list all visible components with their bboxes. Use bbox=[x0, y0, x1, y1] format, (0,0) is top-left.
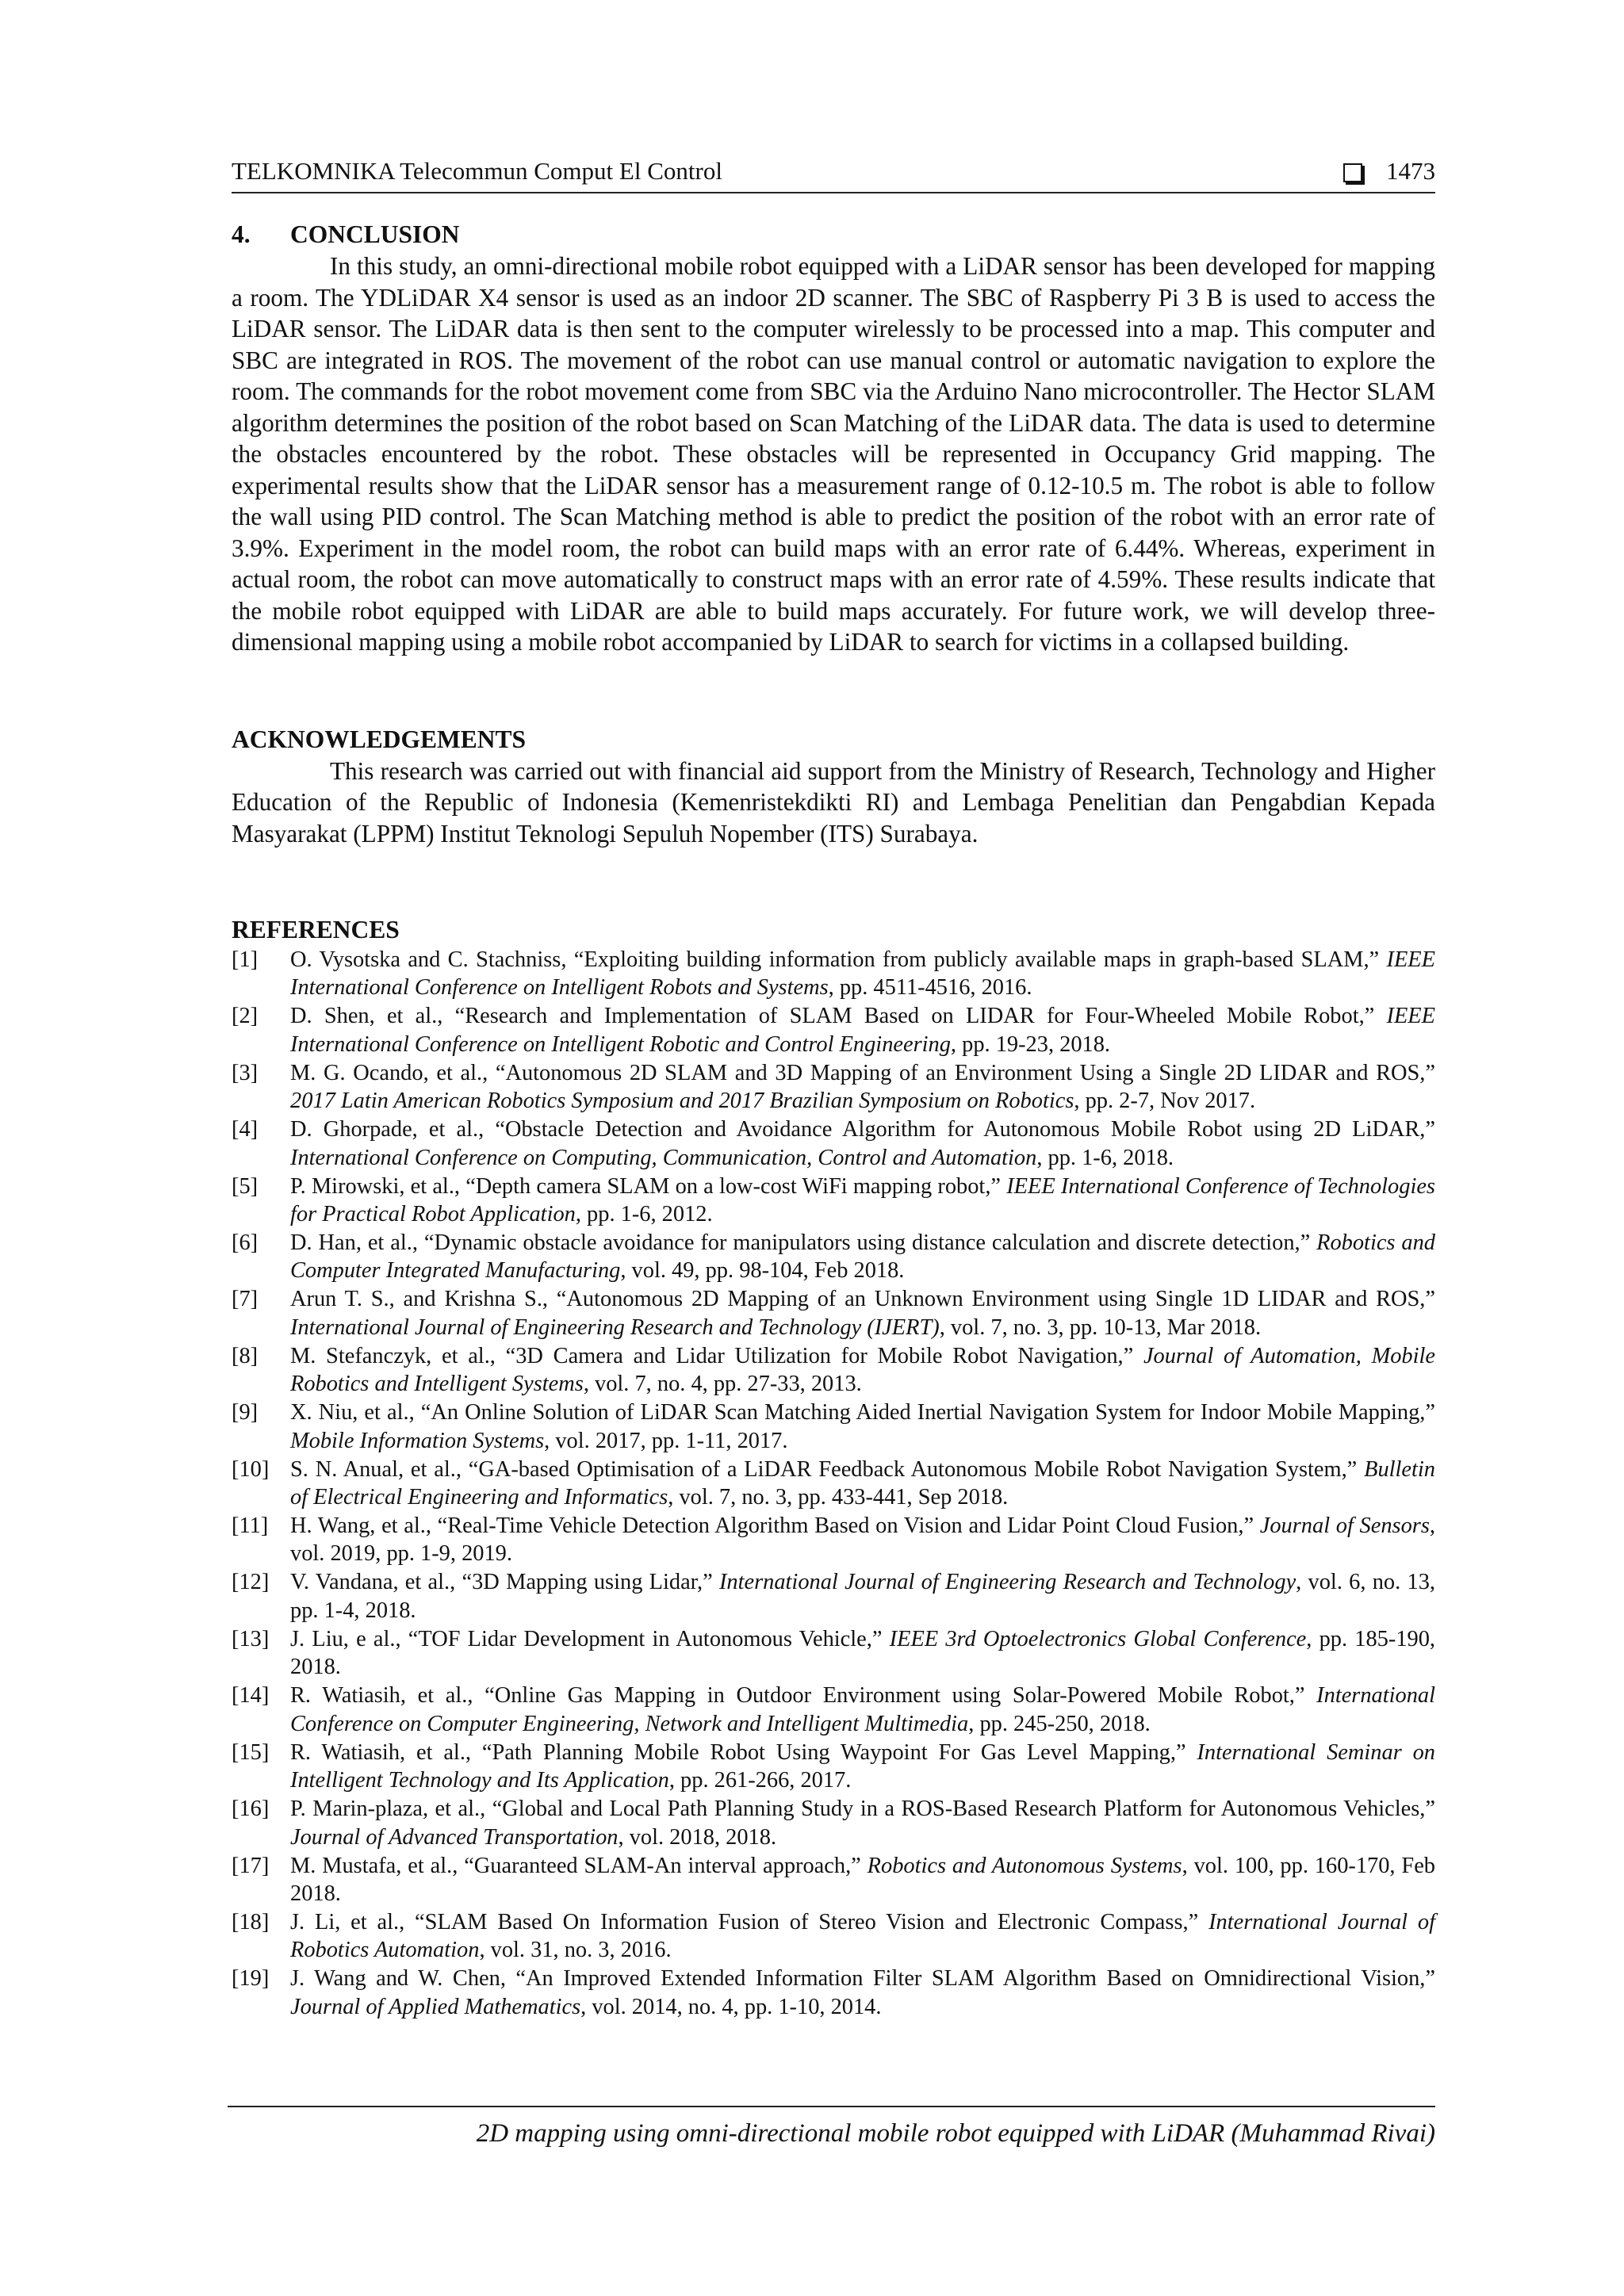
reference-details: , vol. 7, no. 3, pp. 433-441, Sep 2018. bbox=[668, 1485, 1009, 1510]
reference-venue: International Journal of Engineering Research and Technology bbox=[718, 1570, 1297, 1595]
reference-number: [17] bbox=[232, 1853, 270, 1878]
reference-item bbox=[232, 1568, 1435, 1624]
reference-authors-title: D. Han, et al., “Dynamic obstacle avoidance for manipulators using distance calculation and discrete detection,” bbox=[290, 1230, 1317, 1256]
section-title: CONCLUSION bbox=[290, 220, 460, 248]
reference-number: [18] bbox=[232, 1909, 270, 1934]
reference-number: [2] bbox=[232, 1004, 259, 1029]
references-section bbox=[232, 914, 1435, 2021]
section-number: 4. bbox=[232, 220, 251, 248]
reference-item bbox=[232, 1739, 1435, 1795]
reference-venue: International Journal of Robotics Automation bbox=[290, 1909, 1435, 1963]
reference-authors-title: M. Mustafa, et al., “Guaranteed SLAM-An interval approach,” bbox=[290, 1853, 868, 1878]
reference-details: , vol. 31, no. 3, 2016. bbox=[479, 1938, 672, 1963]
reference-item bbox=[232, 1625, 1435, 1682]
acknowledgements-paragraph: This research was carried out with financial aid support from the Ministry of Research, Technology and Higher Education of the Republic of Indonesia (Kemenristekdikti RI) and Lembaga Penelitian dan Pengabdian Kepada Masyarakat (LPPM) Institut Teknologi Sepuluh Nopember (ITS) Surabaya. bbox=[232, 756, 1435, 848]
reference-venue: International Conference on Computing, Communication, Control and Automation bbox=[290, 1145, 1037, 1170]
reference-number: [10] bbox=[232, 1456, 270, 1482]
running-title: 2D mapping using omni-directional mobile robot equipped with LiDAR (Muhammad Rivai) bbox=[476, 2119, 1435, 2148]
reference-authors-title: O. Vysotska and C. Stachniss, “Exploiting building information from publicly available maps in graph-based SLAM,” bbox=[290, 947, 1387, 972]
conclusion-paragraph: In this study, an omni-directional mobile robot equipped with a LiDAR sensor has been developed for mapping a room. The YDLiDAR X4 sensor is used as an indoor 2D scanner. The SBC of Raspberry Pi 3 B is used to access the LiDAR sensor. The LiDAR data is then sent to the computer wirelessly to be processed into a map. This computer and SBC are integrated in ROS. The movement of the robot can use manual control or automatic navigation to explore the room. The commands for the robot movement come from SBC via the Arduino Nano microcontroller. The Hector SLAM algorithm determines the position of the robot based on Scan Matching of the LiDAR data. The data is used to determine the obstacles encountered by the robot. These obstacles will be represented in Occupancy Grid mapping. The experimental results show that the LiDAR sensor has a measurement range of 0.12-10.5 m. The robot is able to follow the wall using PID control. The Scan Matching method is able to predict the position of the robot with an error rate of 3.9%. Experiment in the model room, the robot can build maps with an error rate of 6.44%. Whereas, experiment in actual room, the robot can move automatically to construct maps with an error rate of 4.59%. These results indicate that the mobile robot equipped with LiDAR are able to build maps accurately. For future work, we will develop three-dimensional mapping using a mobile robot accompanied by LiDAR to search for victims in a collapsed building. bbox=[232, 252, 1435, 656]
reference-number: [11] bbox=[232, 1513, 269, 1539]
reference-item bbox=[232, 1852, 1435, 1908]
reference-authors-title: R. Watiasih, et al., “Path Planning Mobile Robot Using Waypoint For Gas Level Mapping,” bbox=[290, 1739, 1197, 1765]
reference-venue: Bulletin of Electrical Engineering and Informatics bbox=[290, 1456, 1435, 1510]
page-content bbox=[232, 219, 1435, 2022]
reference-number: [12] bbox=[232, 1570, 270, 1595]
reference-details: , pp. 1-6, 2018. bbox=[1036, 1145, 1174, 1170]
acknowledgements-heading: ACKNOWLEDGEMENTS bbox=[232, 725, 527, 753]
reference-item bbox=[232, 1059, 1435, 1115]
reference-details: , vol. 2019, pp. 1-9, 2019. bbox=[290, 1513, 1435, 1567]
reference-number: [4] bbox=[232, 1117, 259, 1142]
reference-item bbox=[232, 1002, 1435, 1058]
reference-authors-title: M. G. Ocando, et al., “Autonomous 2D SLAM and 3D Mapping of an Environment Using a Single 2D LIDAR and ROS,” bbox=[290, 1060, 1435, 1085]
reference-number: [7] bbox=[232, 1287, 259, 1312]
references-heading: REFERENCES bbox=[232, 916, 400, 943]
conclusion-section bbox=[232, 219, 1435, 658]
acknowledgements-section bbox=[232, 724, 1435, 850]
reference-authors-title: X. Niu, et al., “An Online Solution of LiDAR Scan Matching Aided Inertial Navigation System for Indoor Mobile Mapping,” bbox=[290, 1400, 1435, 1425]
reference-details: , vol. 6, no. 13, pp. 1-4, 2018. bbox=[290, 1570, 1435, 1623]
reference-item bbox=[232, 1682, 1435, 1738]
reference-item bbox=[232, 1285, 1435, 1341]
reference-authors-title: D. Shen, et al., “Research and Implementation of SLAM Based on LIDAR for Four-Wheeled Mobile Robot,” bbox=[290, 1004, 1387, 1029]
reference-item bbox=[232, 1795, 1435, 1851]
reference-number: [8] bbox=[232, 1343, 259, 1368]
page-number-area bbox=[1343, 155, 1435, 187]
reference-item bbox=[232, 1399, 1435, 1455]
reference-number: [14] bbox=[232, 1683, 270, 1709]
reference-authors-title: M. Stefanczyk, et al., “3D Camera and Lidar Utilization for Mobile Robot Navigation,” bbox=[290, 1343, 1143, 1368]
reference-authors-title: J. Li, et al., “SLAM Based On Information Fusion of Stereo Vision and Electronic Compass,” bbox=[290, 1909, 1209, 1934]
reference-venue: Journal of Applied Mathematics bbox=[290, 1994, 581, 2019]
reference-details: , pp. 2-7, Nov 2017. bbox=[1074, 1089, 1256, 1114]
reference-details: , vol. 7, no. 3, pp. 10-13, Mar 2018. bbox=[939, 1314, 1262, 1340]
reference-venue: IEEE International Conference on Intelligent Robots and Systems bbox=[290, 947, 1435, 1001]
reference-number: [15] bbox=[232, 1739, 270, 1765]
reference-authors-title: J. Liu, e al., “TOF Lidar Development in Autonomous Vehicle,” bbox=[290, 1626, 890, 1651]
reference-venue: Robotics and Computer Integrated Manufacturing bbox=[290, 1230, 1435, 1284]
reference-venue: International Journal of Engineering Research and Technology (IJERT) bbox=[290, 1314, 940, 1340]
reference-venue: IEEE International Conference on Intelligent Robotic and Control Engineering bbox=[290, 1004, 1435, 1057]
reference-authors-title: D. Ghorpade, et al., “Obstacle Detection and Avoidance Algorithm for Autonomous Mobile Robot using 2D LiDAR,” bbox=[290, 1117, 1435, 1142]
reference-item bbox=[232, 1512, 1435, 1568]
reference-venue: Robotics and Autonomous Systems bbox=[867, 1853, 1182, 1878]
reference-authors-title: Arun T. S., and Krishna S., “Autonomous 2D Mapping of an Unknown Environment using Single 1D LIDAR and ROS,” bbox=[290, 1287, 1435, 1312]
reference-details: , pp. 261-266, 2017. bbox=[668, 1768, 852, 1793]
reference-venue: International Conference on Computer Engineering, Network and Intelligent Multimedia bbox=[290, 1683, 1435, 1736]
reference-item bbox=[232, 1342, 1435, 1399]
reference-number: [19] bbox=[232, 1966, 270, 1992]
reference-authors-title: J. Wang and W. Chen, “An Improved Extended Information Filter SLAM Algorithm Based on Omnidirectional Vision,” bbox=[290, 1966, 1435, 1992]
reference-details: , vol. 7, no. 4, pp. 27-33, 2013. bbox=[583, 1372, 862, 1397]
reference-details: , pp. 245-250, 2018. bbox=[968, 1711, 1151, 1736]
checkbox-square-icon bbox=[1343, 163, 1362, 182]
reference-venue: 2017 Latin American Robotics Symposium and 2017 Brazilian Symposium on Robotics bbox=[290, 1089, 1074, 1114]
reference-authors-title: S. N. Anual, et al., “GA-based Optimisation of a LiDAR Feedback Autonomous Mobile Robot Navigation System,” bbox=[290, 1456, 1365, 1482]
reference-details: , pp. 1-6, 2012. bbox=[575, 1202, 713, 1227]
reference-details: , vol. 2014, no. 4, pp. 1-10, 2014. bbox=[580, 1994, 882, 2019]
reference-authors-title: R. Watiasih, et al., “Online Gas Mapping in Outdoor Environment using Solar-Powered Mobile Robot,” bbox=[290, 1683, 1317, 1709]
reference-item bbox=[232, 1229, 1435, 1285]
reference-number: [1] bbox=[232, 947, 259, 972]
reference-details: , pp. 4511-4516, 2016. bbox=[828, 975, 1032, 1001]
reference-item bbox=[232, 946, 1435, 1002]
reference-venue: Mobile Information Systems bbox=[290, 1428, 545, 1453]
reference-item bbox=[232, 1908, 1435, 1965]
page-number: 1473 bbox=[1386, 157, 1435, 185]
reference-venue: International Seminar on Intelligent Technology and Its Application bbox=[290, 1739, 1435, 1793]
reference-venue: Journal of Sensors bbox=[1259, 1513, 1430, 1539]
reference-details: , vol. 2017, pp. 1-11, 2017. bbox=[544, 1428, 788, 1453]
reference-venue: Journal of Automation, Mobile Robotics and Intelligent Systems bbox=[290, 1343, 1435, 1397]
reference-details: , pp. 19-23, 2018. bbox=[950, 1031, 1111, 1057]
page-header bbox=[232, 155, 1435, 193]
reference-number: [6] bbox=[232, 1230, 259, 1256]
reference-number: [3] bbox=[232, 1060, 259, 1085]
reference-number: [5] bbox=[232, 1173, 259, 1199]
reference-details: , vol. 2018, 2018. bbox=[618, 1824, 777, 1850]
reference-authors-title: P. Marin-plaza, et al., “Global and Local Path Planning Study in a ROS-Based Research Platform for Autonomous Vehicles,” bbox=[290, 1797, 1435, 1822]
journal-name: TELKOMNIKA Telecommun Comput El Control bbox=[232, 157, 722, 185]
reference-item bbox=[232, 1965, 1435, 2021]
conclusion-heading bbox=[232, 219, 1435, 251]
page-footer bbox=[228, 2106, 1435, 2150]
reference-item bbox=[232, 1115, 1435, 1172]
reference-number: [9] bbox=[232, 1400, 259, 1425]
reference-number: [13] bbox=[232, 1626, 270, 1651]
reference-authors-title: H. Wang, et al., “Real-Time Vehicle Detection Algorithm Based on Vision and Lidar Point Cloud Fusion,” bbox=[290, 1513, 1260, 1539]
reference-item bbox=[232, 1456, 1435, 1512]
reference-details: , vol. 49, pp. 98-104, Feb 2018. bbox=[620, 1258, 905, 1284]
reference-venue: IEEE International Conference of Technologies for Practical Robot Application bbox=[290, 1173, 1435, 1227]
reference-number: [16] bbox=[232, 1797, 270, 1822]
reference-details: , vol. 100, pp. 160-170, Feb 2018. bbox=[290, 1853, 1436, 1906]
reference-venue: Journal of Advanced Transportation bbox=[290, 1824, 619, 1850]
reference-details: , pp. 185-190, 2018. bbox=[290, 1626, 1436, 1680]
reference-authors-title: P. Mirowski, et al., “Depth camera SLAM on a low-cost WiFi mapping robot,” bbox=[290, 1173, 1007, 1199]
reference-venue: IEEE 3rd Optoelectronics Global Conference bbox=[889, 1626, 1307, 1651]
reference-authors-title: V. Vandana, et al., “3D Mapping using Lidar,” bbox=[290, 1570, 719, 1595]
reference-list bbox=[232, 946, 1435, 2021]
reference-item bbox=[232, 1173, 1435, 1229]
